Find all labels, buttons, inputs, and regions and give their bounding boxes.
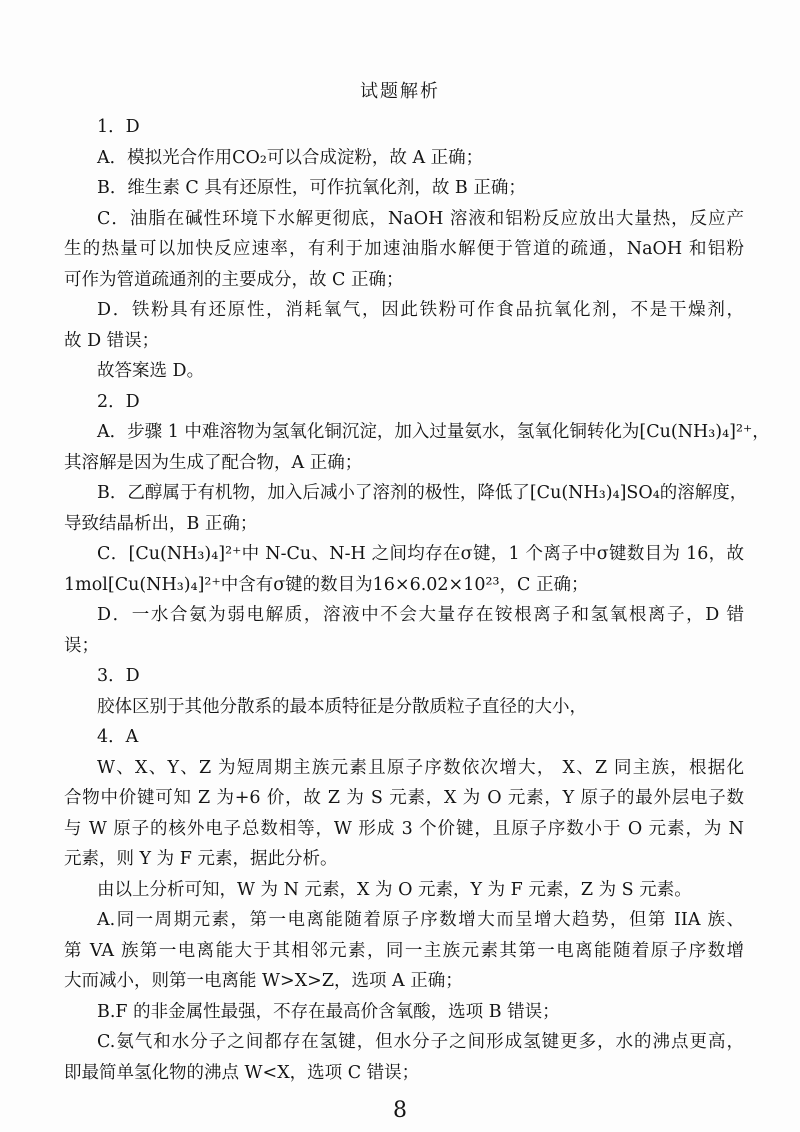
text-line: C.氨气和水分子之间都存在氢键，但水分子之间形成氢键更多，水的沸点更高， bbox=[97, 1032, 744, 1052]
text-line: 与 W 原子的核外电子总数相等，W 形成 3 个价键，且原子序数小于 O 元素，为 N bbox=[64, 818, 744, 839]
text-line: 即最简单氢化物的沸点 W<X，选项 C 错误； bbox=[64, 1062, 420, 1083]
text-line: 第 VA 族第一电离能大于其相邻元素，同一主族元素其第一电离能随着原子序数增 bbox=[64, 940, 744, 961]
text-line: D．一水合氨为弱电解质，溶液中不会大量存在铵根离子和氢氧根离子，D 错 bbox=[97, 605, 744, 625]
text-line: 胶体区别于其他分散系的最本质特征是分散质粒子直径的大小， bbox=[97, 696, 587, 717]
page-title: 试题解析 bbox=[360, 81, 440, 102]
answer-heading: 4．A bbox=[97, 727, 139, 747]
text-line: 其溶解是因为生成了配合物，A 正确； bbox=[64, 452, 363, 473]
text-line: 元素，则 Y 为 F 元素，据此分析。 bbox=[64, 849, 338, 869]
text-line: A．步骤 1 中难溶物为氢氧化铜沉淀，加入过量氨水，氢氧化铜转化为[Cu(NH₃)₄]²⁺， bbox=[97, 422, 770, 442]
text-line: A.同一周期元素，第一电离能随着原子序数增大而呈增大趋势，但第 IIA 族、 bbox=[97, 910, 744, 930]
text-line: 故答案选 D。 bbox=[97, 361, 205, 381]
document-body bbox=[64, 112, 770, 1088]
answer-heading: 2．D bbox=[97, 391, 140, 412]
text-line: D．铁粉具有还原性，消耗氧气，因此铁粉可作食品抗氧化剂，不是干燥剂， bbox=[97, 300, 744, 320]
text-line: C．[Cu(NH₃)₄]²⁺中 N-Cu、N-H 之间均存在σ键，1 个离子中σ键数目为 16，故 bbox=[97, 544, 744, 564]
text-line: C．油脂在碱性环境下水解更彻底，NaOH 溶液和铝粉反应放出大量热，反应产 bbox=[97, 208, 744, 229]
text-line: 大而减小，则第一电离能 W>X>Z，选项 A 正确； bbox=[64, 971, 463, 991]
text-line: 故 D 错误； bbox=[64, 330, 160, 351]
text-line: 可作为管道疏通剂的主要成分，故 C 正确； bbox=[64, 269, 404, 290]
text-line: B．维生素 C 具有还原性，可作抗氧化剂，故 B 正确； bbox=[97, 178, 526, 198]
page-number: 8 bbox=[393, 1098, 407, 1123]
text-line: 误； bbox=[64, 635, 99, 656]
text-line: B．乙醇属于有机物，加入后减小了溶剂的极性，降低了[Cu(NH₃)₄]SO₄的溶解度， bbox=[97, 483, 748, 503]
text-line: A．模拟光合作用CO₂可以合成淀粉，故 A 正确； bbox=[97, 147, 484, 168]
text-line: 生的热量可以加快反应速率，有利于加速油脂水解便于管道的疏通，NaOH 和铝粉 bbox=[64, 239, 744, 259]
text-line: B.F 的非金属性最强，不存在最高价含氧酸，选项 B 错误； bbox=[97, 1001, 560, 1022]
text-line: W、X、Y、Z 为短周期主族元素且原子序数依次增大， X、Z 同主族，根据化 bbox=[97, 757, 744, 778]
text-line: 1mol[Cu(NH₃)₄]²⁺中含有σ键的数目为16×6.02×10²³，C 正确； bbox=[64, 574, 589, 595]
answer-heading: 3．D bbox=[97, 666, 140, 686]
text-line: 合物中价键可知 Z 为+6 价，故 Z 为 S 元素，X 为 O 元素，Y 原子的最外层电子数 bbox=[64, 788, 744, 808]
text-line: 导致结晶析出，B 正确； bbox=[64, 513, 258, 534]
text-line: 由以上分析可知，W 为 N 元素，X 为 O 元素，Y 为 F 元素，Z 为 S 元素。 bbox=[97, 879, 692, 900]
answer-heading: 1．D bbox=[97, 117, 140, 137]
